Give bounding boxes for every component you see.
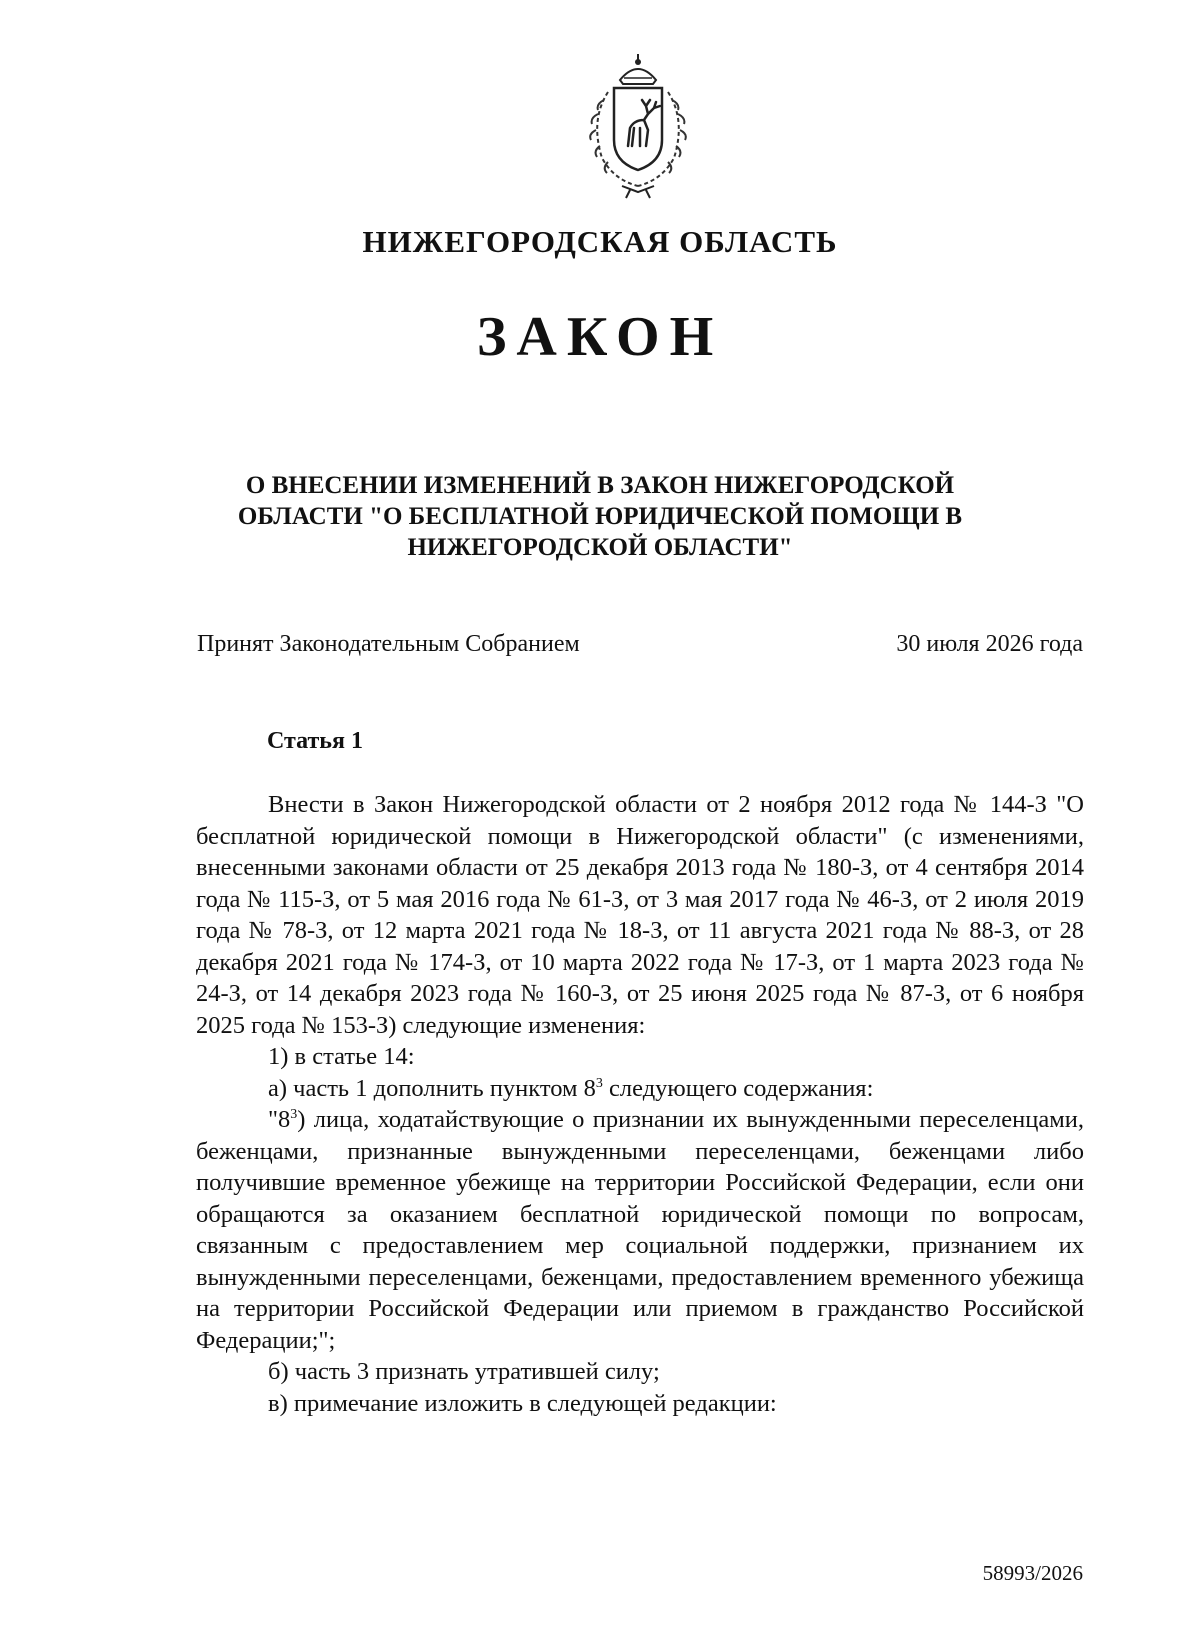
document-type: ЗАКОН [476,306,724,368]
article-heading: Статья 1 [267,728,363,754]
amendment-item-1: 1) в статье 14: [268,1043,415,1070]
document-registration-number: 58993/2026 [982,1561,1083,1585]
amendment-item-a [196,1073,1084,1105]
article-body [196,789,1084,1419]
article-intro-paragraph: Внести в Закон Нижегородской области от 2 ноября 2012 года № 144-З "О бесплатной юридической помощи в Нижегородской области" (с изменениями, внесенными законами области от 25 декабря 2013 года № 180-З, от 4 сентября 2014 года № 115-З, от 5 мая 2016 года № 61-З, от 3 мая 2017 года № 46-З, от 2 июля 2019 года № 78-З, от 12 марта 2021 года № 18-З, от 11 августа 2021 года № 88-З, от 28 декабря 2021 года № 174-З, от 10 марта 2022 года № 17-З, от 1 марта 2023 года № 24-З, от 14 декабря 2023 года № 160-З, от 25 июня 2025 года № 87-З, от 6 ноября 2025 года № 153-З) следующие изменения: [196,791,1084,1039]
law-title [180,470,1020,563]
law-title-line: О ВНЕСЕНИИ ИЗМЕНЕНИЙ В ЗАКОН НИЖЕГОРОДСКОЙ [245,472,955,499]
region-name: НИЖЕГОРОДСКАЯ ОБЛАСТЬ [362,224,838,259]
coat-of-arms-icon [568,50,708,200]
coat-of-arms-emblem [568,50,708,200]
item-a-text-end: следующего содержания: [602,1074,874,1102]
amendment-item-b: б) часть 3 признать утратившей силу; [268,1358,660,1385]
item-a-superscript: 3 [595,1075,603,1091]
adopted-by: Принят Законодательным Собранием [197,631,580,657]
law-title-line: НИЖЕГОРОДСКОЙ ОБЛАСТИ" [407,534,793,561]
item-a-text: а) часть 1 дополнить пунктом 8 [268,1074,596,1102]
quote-superscript: 3 [290,1106,298,1122]
quote-open: "8 [268,1106,291,1133]
amendment-quote-paragraph [196,1104,1084,1356]
amendment-item-v: в) примечание изложить в следующей редакции: [268,1389,777,1417]
law-title-line: ОБЛАСТИ "О БЕСПЛАТНОЙ ЮРИДИЧЕСКОЙ ПОМОЩИ В [237,503,963,530]
quote-text: ) лица, ходатайствующие о признании их вынужденными переселенцами, беженцами, признанные вынужденными переселенцами, беженцами либо получившие временное убежище на территории Российской Федерации, если они обращаются за оказанием бесплатной юридической помощи по вопросам, связанным с предоставлением мер социальной поддержки, признанием их вынужденными переселенцами, беженцами, предоставлением временного убежища на территории Российской Федерации или приемом в гражданство Российской Федерации;"; [196,1106,1084,1354]
adoption-date: 30 июля 2026 года [896,631,1083,657]
